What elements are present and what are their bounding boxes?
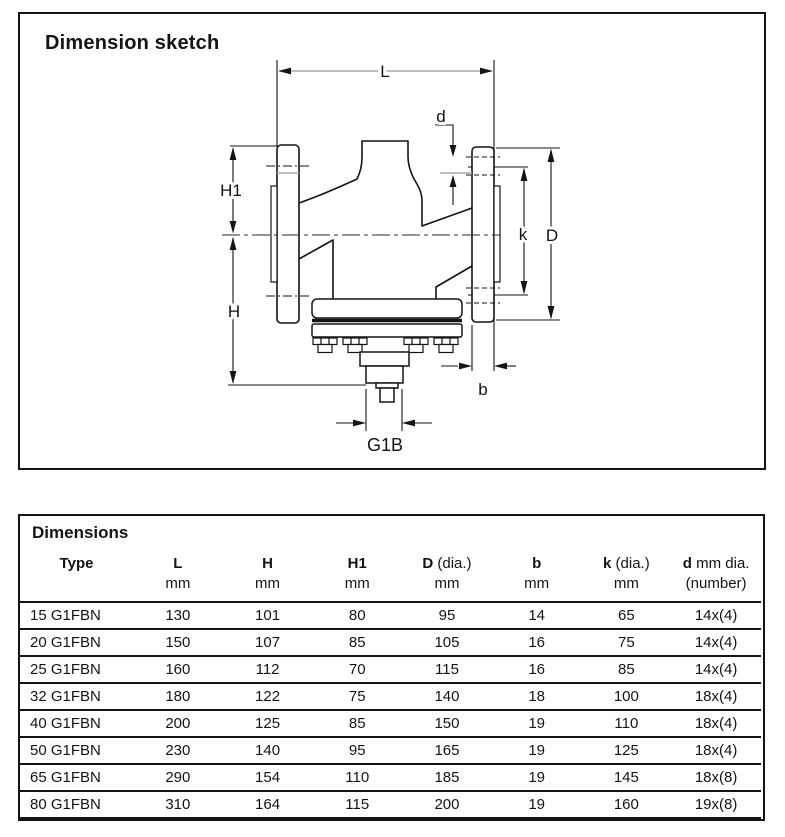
- cell-value: 18x(4): [671, 737, 761, 764]
- column-header-h1: H1 mm: [312, 549, 402, 602]
- cell-value: 122: [223, 683, 313, 710]
- cell-value: 85: [312, 710, 402, 737]
- sketch-title: Dimension sketch: [45, 32, 220, 54]
- cell-value: 16: [492, 656, 582, 683]
- valve-body: [299, 141, 472, 299]
- cell-value: 115: [402, 656, 492, 683]
- label-H1: H1: [220, 181, 242, 200]
- cell-value: 14x(4): [671, 629, 761, 656]
- cell-value: 80: [312, 602, 402, 629]
- table-row: [20, 683, 761, 710]
- cell-value: 185: [402, 764, 492, 791]
- cell-type: 32 G1FBN: [20, 683, 133, 710]
- cell-value: 85: [312, 629, 402, 656]
- label-D: D: [545, 226, 559, 245]
- cell-value: 200: [133, 710, 223, 737]
- cell-value: 140: [402, 683, 492, 710]
- cell-value: 101: [223, 602, 313, 629]
- cell-value: 19: [492, 710, 582, 737]
- cell-value: 125: [582, 737, 672, 764]
- column-header-k: k (dia.) mm: [582, 549, 672, 602]
- cell-value: 14x(4): [671, 656, 761, 683]
- cell-value: 70: [312, 656, 402, 683]
- label-k: k: [518, 225, 528, 244]
- cell-value: 154: [223, 764, 313, 791]
- table-row: [20, 629, 761, 656]
- cell-type: 80 G1FBN: [20, 791, 133, 818]
- cell-value: 105: [402, 629, 492, 656]
- cell-value: 14x(4): [671, 602, 761, 629]
- label-d: d: [436, 107, 446, 126]
- cell-value: 230: [133, 737, 223, 764]
- cell-value: 125: [223, 710, 313, 737]
- table-row: [20, 602, 761, 629]
- dimension-sketch-panel: [18, 12, 766, 470]
- column-header-d: D (dia.) mm: [402, 549, 492, 602]
- cell-value: 110: [582, 710, 672, 737]
- column-header-h: H mm: [223, 549, 313, 602]
- cell-value: 18x(4): [671, 683, 761, 710]
- cell-value: 19: [492, 764, 582, 791]
- label-H: H: [227, 302, 241, 321]
- cell-type: 20 G1FBN: [20, 629, 133, 656]
- cell-value: 107: [223, 629, 313, 656]
- label-L: L: [380, 62, 390, 81]
- dimensions-table-title: Dimensions: [32, 523, 129, 542]
- table-row: [20, 710, 761, 737]
- bonnet-assembly: [312, 299, 462, 402]
- right-flange-face: [494, 186, 500, 282]
- dimensions-panel: [18, 514, 765, 821]
- spigot: [380, 388, 394, 402]
- column-header-b: b mm: [492, 549, 582, 602]
- valve-dimension-drawing: [20, 14, 762, 466]
- cell-value: 19x(8): [671, 791, 761, 818]
- dimensions-table: [20, 549, 761, 819]
- cell-value: 75: [582, 629, 672, 656]
- label-b: b: [478, 380, 488, 399]
- column-header-l: L mm: [133, 549, 223, 602]
- cell-value: 310: [133, 791, 223, 818]
- cell-type: 40 G1FBN: [20, 710, 133, 737]
- cell-type: 15 G1FBN: [20, 602, 133, 629]
- cell-value: 150: [133, 629, 223, 656]
- column-header-type: Type: [20, 549, 133, 602]
- cell-value: 200: [402, 791, 492, 818]
- cell-value: 160: [133, 656, 223, 683]
- table-row: [20, 737, 761, 764]
- cell-value: 18x(4): [671, 710, 761, 737]
- cell-value: 19: [492, 737, 582, 764]
- cell-value: 18: [492, 683, 582, 710]
- left-flange-face: [271, 186, 277, 282]
- spigot-boss-upper: [360, 352, 409, 366]
- cell-value: 100: [582, 683, 672, 710]
- column-header-d: d mm dia. (number): [671, 549, 761, 602]
- cell-value: 95: [402, 602, 492, 629]
- cell-value: 65: [582, 602, 672, 629]
- cell-value: 130: [133, 602, 223, 629]
- dim-line-d-leader: [435, 125, 453, 146]
- dimensions-table-header: [20, 549, 761, 602]
- cell-value: 140: [223, 737, 313, 764]
- table-row: [20, 764, 761, 791]
- dimensions-table-body: [20, 602, 761, 818]
- cell-value: 95: [312, 737, 402, 764]
- cell-value: 19: [492, 791, 582, 818]
- cell-value: 18x(8): [671, 764, 761, 791]
- table-row: [20, 791, 761, 818]
- label-G1B: G1B: [366, 435, 404, 455]
- cell-value: 16: [492, 629, 582, 656]
- cell-value: 85: [582, 656, 672, 683]
- bonnet-bolts: [313, 338, 458, 353]
- cell-value: 180: [133, 683, 223, 710]
- cell-type: 50 G1FBN: [20, 737, 133, 764]
- cell-value: 150: [402, 710, 492, 737]
- cell-type: 25 G1FBN: [20, 656, 133, 683]
- cell-value: 115: [312, 791, 402, 818]
- cell-value: 112: [223, 656, 313, 683]
- cell-value: 164: [223, 791, 313, 818]
- cell-value: 290: [133, 764, 223, 791]
- table-row: [20, 656, 761, 683]
- cell-value: 160: [582, 791, 672, 818]
- cell-value: 110: [312, 764, 402, 791]
- cell-value: 165: [402, 737, 492, 764]
- cell-value: 75: [312, 683, 402, 710]
- cell-value: 14: [492, 602, 582, 629]
- spigot-boss-lower: [366, 366, 403, 383]
- cell-value: 145: [582, 764, 672, 791]
- cell-type: 65 G1FBN: [20, 764, 133, 791]
